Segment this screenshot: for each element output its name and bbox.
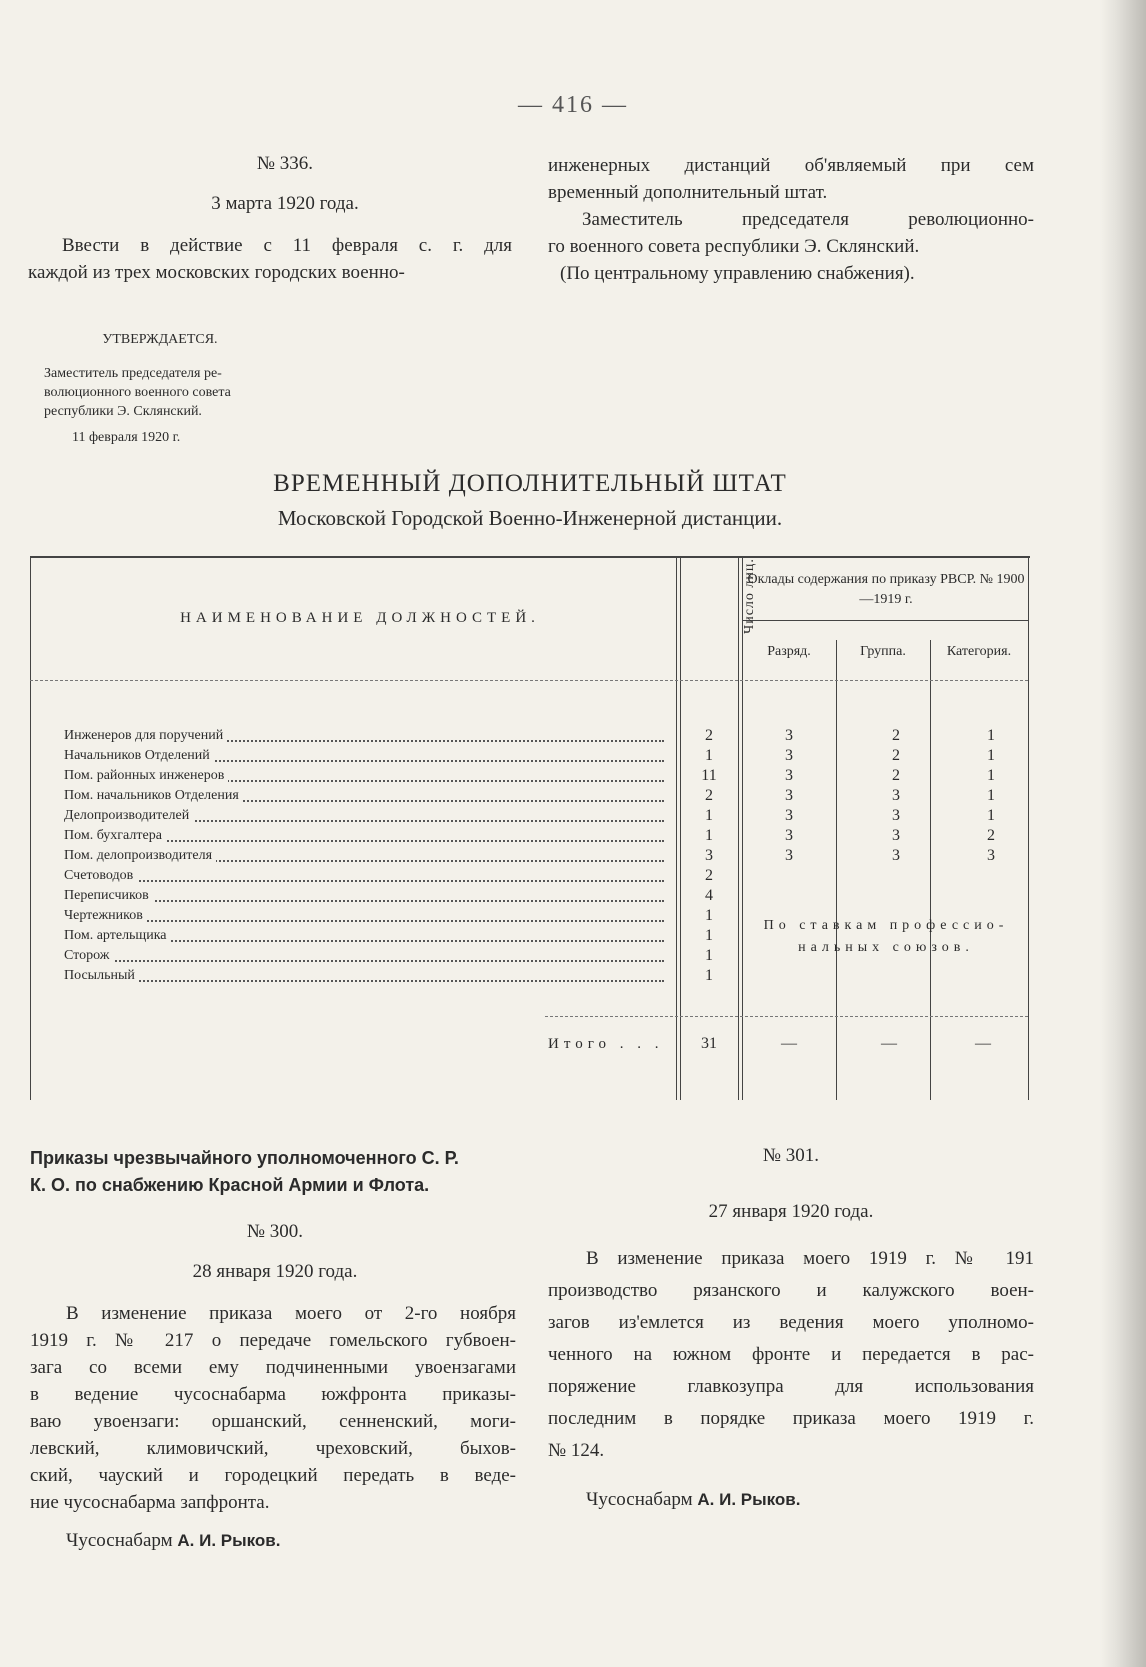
- order-301-number: № 301.: [762, 1145, 820, 1166]
- table-col-divider: [676, 556, 677, 1100]
- row-group: 3: [892, 787, 900, 804]
- order-300-line: ский, чауский и городецкий передать в веде-: [30, 1465, 516, 1486]
- table-row-name: Посыльный: [64, 966, 664, 986]
- orders-heading-line-2: К. О. по снабжению Красной Армии и Флота.: [30, 1175, 430, 1195]
- table-total-count: 31: [701, 1035, 717, 1052]
- table-row-name: Чертежников: [64, 906, 664, 926]
- table-row-name: Счетоводов: [64, 866, 664, 886]
- table-total-rule: [545, 1016, 1028, 1017]
- col-salary-group-header: Оклады содержания по приказу РВСР. № 1900—1919 г.: [747, 572, 1025, 607]
- table-note-line-2: нальных союзов.: [798, 940, 974, 955]
- row-category: 3: [987, 847, 995, 864]
- table-top-rule: [30, 556, 1030, 558]
- table-total-label: Итого . . .: [548, 1036, 664, 1052]
- row-category: 1: [987, 767, 995, 784]
- order-301-line: загов из'емлется из ведения моего уполномо-: [548, 1312, 1034, 1333]
- row-group: 2: [892, 747, 900, 764]
- row-count: 2: [705, 787, 713, 804]
- order-300-number: № 300.: [246, 1221, 304, 1242]
- table-row-name: Пом. бухгалтера: [64, 826, 664, 846]
- table-subheader-rule: [742, 620, 1028, 621]
- col-count-header: Число лиц.: [742, 558, 757, 634]
- row-count: 1: [705, 907, 713, 924]
- row-count: 11: [701, 767, 717, 784]
- table-row-name: Пом. районных инженеров: [64, 766, 664, 786]
- order-300-signature: [66, 1527, 516, 1554]
- row-count: 4: [705, 887, 713, 904]
- order-300-line: левский, климовичский, чреховский, быхов-: [30, 1438, 516, 1459]
- order-300-signature-name: А. И. Рыков.: [177, 1531, 281, 1550]
- order-301-date: 27 января 1920 года.: [708, 1201, 874, 1222]
- order-301-signature-label: Чусоснабарм: [586, 1489, 693, 1510]
- row-group: 3: [892, 807, 900, 824]
- order-301-line: последним в порядке приказа моего 1919 г.: [548, 1408, 1034, 1429]
- order-301-line: производство рязанского и калужского воен-: [548, 1280, 1034, 1301]
- table-row-name: Переписчиков: [64, 886, 664, 906]
- staff-table-title: ВРЕМЕННЫЙ ДОПОЛНИТЕЛЬНЫЙ ШТАТ: [273, 470, 787, 497]
- row-rank: 3: [785, 727, 793, 744]
- table-total-category: —: [975, 1035, 991, 1052]
- order-336-number: № 336.: [256, 153, 314, 174]
- table-col-divider-double: [680, 556, 681, 1100]
- order-300-date: 28 января 1920 года.: [192, 1261, 358, 1282]
- row-count: 1: [705, 947, 713, 964]
- order-301-line: поряжение главкозупра для использования: [548, 1376, 1034, 1397]
- table-header-rule: [30, 680, 1028, 681]
- row-rank: 3: [785, 747, 793, 764]
- approval-line-1: Заместитель председателя ре-: [44, 366, 222, 381]
- order-336-signature-line-1: Заместитель председателя революционно-: [582, 209, 1034, 230]
- table-note-line-1: По ставкам профессио-: [763, 918, 1009, 933]
- table-row-name: Пом. делопроизводителя: [64, 846, 664, 866]
- row-category: 1: [987, 787, 995, 804]
- row-category: 1: [987, 747, 995, 764]
- order-336-text-line-1: Ввести в действие с 11 февраля с. г. для: [62, 235, 512, 256]
- page-edge-shadow: [1100, 0, 1146, 1667]
- order-300-line: ваю увоензаги: оршанский, сенненский, моги-: [30, 1411, 516, 1432]
- order-336-right-line-2: временный дополнительный штат.: [548, 182, 828, 203]
- order-300-line: В изменение приказа моего от 2-го ноября: [66, 1303, 516, 1324]
- col-name-header: НАИМЕНОВАНИЕ ДОЛЖНОСТЕЙ.: [180, 610, 540, 626]
- order-336-right-line-1: инженерных дистанций об'являемый при сем: [548, 155, 1034, 176]
- order-300-line: 1919 г. № 217 о передаче гомельского губвоен-: [30, 1330, 516, 1351]
- order-300-line: ние чусоснабарма запфронта.: [30, 1492, 270, 1513]
- approval-line-3: республики Э. Склянский.: [44, 404, 202, 419]
- table-col-divider: [836, 640, 837, 1100]
- table-row-name: Инженеров для поручений: [64, 726, 664, 746]
- page-number: — 416 —: [518, 92, 628, 118]
- row-category: 2: [987, 827, 995, 844]
- row-rank: 3: [785, 847, 793, 864]
- row-count: 3: [705, 847, 713, 864]
- row-rank: 3: [785, 787, 793, 804]
- order-300-signature-label: Чусоснабарм: [66, 1530, 173, 1551]
- order-301-line: № 124.: [548, 1440, 605, 1461]
- row-count: 2: [705, 867, 713, 884]
- row-rank: 3: [785, 807, 793, 824]
- row-count: 1: [705, 807, 713, 824]
- order-300-line: в ведение чусоснабарма южфронта приказы-: [30, 1384, 516, 1405]
- order-301-line: В изменение приказа моего 1919 г. № 191: [586, 1248, 1034, 1269]
- orders-heading-line-1: Приказы чрезвычайного уполномоченного С. Р.: [30, 1148, 459, 1168]
- order-301-line: ченного на южном фронте и передается в рас-: [548, 1344, 1034, 1365]
- order-336-signature-line-2: го военного совета республики Э. Склянский.: [548, 236, 920, 257]
- table-total-group: —: [881, 1035, 897, 1052]
- table-row-name: Делопроизводителей: [64, 806, 664, 826]
- order-336-source: (По центральному управлению снабжения).: [560, 263, 915, 284]
- row-group: 2: [892, 767, 900, 784]
- approval-date: 11 февраля 1920 г.: [72, 430, 181, 445]
- table-row-name: Пом. артельщика: [64, 926, 664, 946]
- table-right-border: [1028, 556, 1029, 1100]
- order-301-signature-name: А. И. Рыков.: [697, 1490, 801, 1509]
- order-336-date: 3 марта 1920 года.: [211, 193, 359, 214]
- row-count: 1: [705, 827, 713, 844]
- row-category: 1: [987, 727, 995, 744]
- order-336-text-line-2: каждой из трех московских городских военно-: [28, 262, 405, 283]
- row-count: 1: [705, 967, 713, 984]
- row-count: 1: [705, 927, 713, 944]
- row-category: 1: [987, 807, 995, 824]
- order-301-signature: [586, 1486, 1034, 1513]
- col-category-header: Категория.: [946, 644, 1012, 659]
- table-total-rank: —: [781, 1035, 797, 1052]
- table-row-name: Начальников Отделений: [64, 746, 664, 766]
- row-group: 3: [892, 827, 900, 844]
- col-group-header: Группа.: [860, 644, 906, 659]
- row-rank: 3: [785, 767, 793, 784]
- approval-title: УТВЕРЖДАЕТСЯ.: [102, 332, 218, 347]
- staff-table-subtitle: Московской Городской Военно-Инженерной дистанции.: [277, 506, 783, 530]
- table-left-border: [30, 556, 31, 1100]
- row-group: 2: [892, 727, 900, 744]
- row-count: 1: [705, 747, 713, 764]
- order-300-line: зага со всеми ему подчиненными увоензагами: [30, 1357, 516, 1378]
- table-col-divider: [930, 640, 931, 1100]
- table-row-name: Сторож: [64, 946, 664, 966]
- col-rank-header: Разряд.: [767, 644, 811, 659]
- row-count: 2: [705, 727, 713, 744]
- row-rank: 3: [785, 827, 793, 844]
- approval-line-2: волюционного военного совета: [44, 385, 231, 400]
- row-group: 3: [892, 847, 900, 864]
- table-row-name: Пом. начальников Отделения: [64, 786, 664, 806]
- table-col-divider: [738, 556, 739, 1100]
